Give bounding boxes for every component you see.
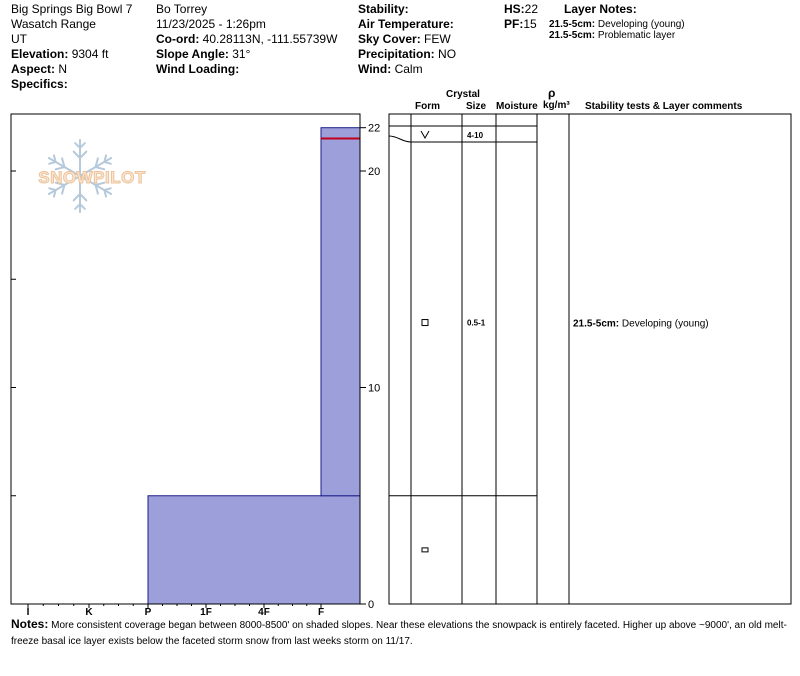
- aspect-value: N: [58, 62, 68, 76]
- snowflake-branch: [49, 188, 56, 190]
- x-tick-label: F: [317, 607, 325, 616]
- coord-value: 40.28113N, -111.55739W: [202, 32, 338, 46]
- mountain-range: Wasatch Range: [11, 17, 96, 31]
- layer-comment: [573, 319, 709, 330]
- crystal-size-label: 0.5-1: [467, 318, 486, 328]
- wind-loading-label: Wind Loading:: [156, 62, 240, 76]
- sky-label: Sky Cover:: [358, 32, 421, 46]
- y-tick-label: 20: [368, 166, 381, 178]
- datetime: 11/23/2025 - 1:26pm: [156, 17, 266, 31]
- stability-label: Stability:: [358, 2, 409, 16]
- wind-value: Calm: [394, 62, 423, 76]
- observer: Bo Torrey: [156, 2, 208, 16]
- snowflake-branch: [104, 188, 111, 190]
- aspect-label: Aspect:: [11, 62, 56, 76]
- size-header: Size: [466, 101, 487, 112]
- notes-text: More consistent coverage began between 8000-8500' on shaded slopes. Near these elevations the snowpack is entirely faceted. Higher up above ~9000', an old melt-freeze basal ice layer exists below the faceted storm snow from last weeks storm on 11/17.: [11, 620, 787, 647]
- form-header: Form: [415, 101, 440, 112]
- notes: [11, 616, 797, 650]
- x-tick-label: I: [26, 607, 30, 616]
- x-tick-label: 4F: [258, 607, 270, 616]
- layer-note-text: Problematic layer: [597, 30, 676, 41]
- pf-label: PF:: [504, 17, 524, 31]
- crystal-header: Crystal: [446, 89, 480, 100]
- hs-label: HS:: [504, 2, 525, 16]
- layer-connector: [389, 136, 411, 142]
- moisture-header: Moisture: [496, 101, 538, 112]
- elevation-label: Elevation:: [11, 47, 69, 61]
- hardness-bar-layer-2: [321, 139, 360, 496]
- hardness-bar-layer-1: [148, 496, 360, 604]
- hardness-bar-layer-3: [321, 128, 360, 139]
- snowflake-branch: [104, 162, 111, 164]
- coord-label: Co-ord:: [156, 32, 200, 46]
- pf-value: 15: [523, 17, 537, 31]
- layer-note-depth: 21.5-5cm:: [549, 19, 596, 30]
- layer-comment-text: Developing (young): [621, 318, 709, 330]
- snowpilot-logo: [38, 140, 146, 212]
- rounded-grain-symbol: [422, 548, 428, 552]
- y-tick-label: 22: [368, 122, 381, 135]
- table-frame: [389, 114, 791, 604]
- surface-hoar-symbol: [421, 131, 429, 138]
- notes-label: Notes:: [11, 617, 49, 631]
- precip-label: Precipitation:: [358, 47, 435, 61]
- svg-text:SNOWPILOT: SNOWPILOT: [38, 168, 146, 187]
- layer-note-depth: 21.5-5cm:: [549, 30, 596, 41]
- layer-comment-depth: 21.5-5cm:: [573, 318, 622, 330]
- layer-notes-label: Layer Notes:: [564, 2, 637, 16]
- location-name: Big Springs Big Bowl 7: [11, 2, 133, 16]
- wind-label: Wind:: [358, 62, 392, 76]
- x-tick-label: P: [144, 607, 152, 616]
- stability-comments-header: Stability tests & Layer comments: [585, 101, 743, 112]
- precip-value: NO: [438, 47, 457, 61]
- slope-value: 31°: [232, 47, 251, 61]
- x-tick-label: 1F: [200, 607, 212, 616]
- air-temp-label: Air Temperature:: [358, 17, 454, 31]
- snowflake-branch: [49, 162, 56, 164]
- y-tick-label: 0: [368, 599, 375, 611]
- hs-value: 22: [524, 2, 539, 16]
- facet-symbol: [422, 320, 428, 326]
- x-tick-label: K: [85, 607, 93, 616]
- elevation-value: 9304 ft: [71, 47, 109, 61]
- density-symbol: ρ: [548, 86, 556, 100]
- slope-label: Slope Angle:: [156, 47, 229, 61]
- sky-value: FEW: [424, 32, 451, 46]
- state: UT: [11, 32, 27, 46]
- specifics-label: Specifics:: [11, 77, 68, 91]
- layer-note-text: Developing (young): [597, 19, 685, 30]
- density-header: kg/m³: [543, 100, 570, 111]
- y-tick-label: 10: [368, 382, 381, 395]
- crystal-size-label: 4-10: [467, 131, 484, 140]
